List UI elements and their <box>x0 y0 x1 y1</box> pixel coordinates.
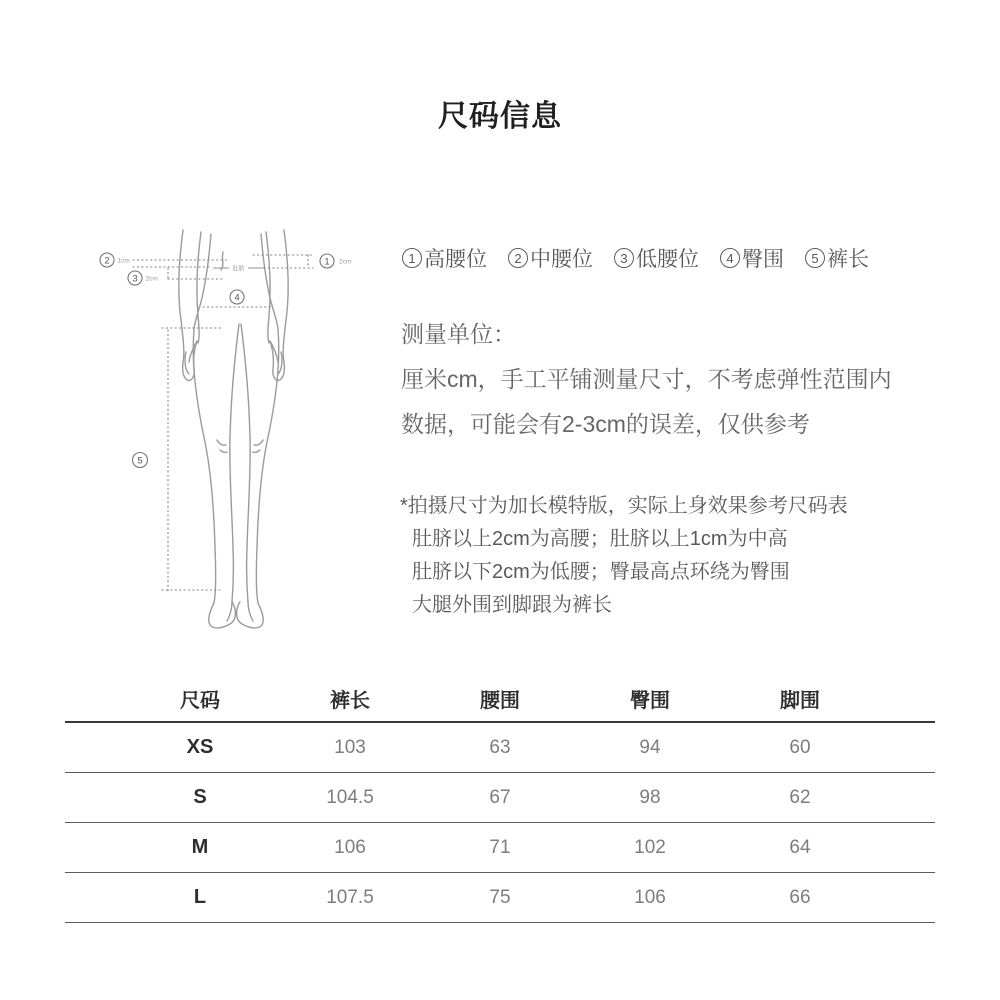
note-line1: *拍摄尺寸为加长模特版，实际上身效果参考尺码表 <box>400 495 848 517</box>
table-row-s <box>65 773 935 823</box>
notes-block <box>400 490 940 622</box>
callout-number-1: 1 <box>324 256 330 268</box>
callout-label-3: 2cm <box>145 275 158 283</box>
table-row-m <box>65 823 935 873</box>
callout-label-2: 1cm <box>117 257 130 265</box>
legend-item-hip <box>720 243 784 273</box>
value-cell: 75 <box>489 886 511 908</box>
measure-point-legend <box>402 243 922 273</box>
callout-circles <box>100 253 351 468</box>
measurement-unit-line1: 厘米cm，手工平铺测量尺寸，不考虑弹性范围内 <box>401 366 892 392</box>
circled-number-3: 3 <box>614 248 634 268</box>
value-cell: 62 <box>789 786 811 808</box>
size-table-header-row <box>65 675 935 723</box>
callout-number-5: 5 <box>137 455 143 467</box>
legend-label-low-waist: 低腰位 <box>636 248 699 271</box>
measurement-unit-block <box>401 312 941 447</box>
legend-label-pants-length: 裤长 <box>827 248 869 271</box>
legend-item-high-waist <box>402 243 487 273</box>
size-cell: M <box>191 836 209 858</box>
header-cell-waist: 腰围 <box>480 689 520 712</box>
value-cell: 60 <box>789 736 811 758</box>
value-cell: 103 <box>334 736 366 758</box>
circled-number-5: 5 <box>805 248 825 268</box>
navel-label: 肚脐 <box>232 266 245 273</box>
value-cell: 106 <box>634 886 666 908</box>
callout-number-2: 2 <box>104 255 110 267</box>
value-cell: 66 <box>789 886 811 908</box>
note-line2: 肚脐以上2cm为高腰；肚脐以上1cm为中高 <box>412 528 788 550</box>
circled-number-1: 1 <box>402 248 422 268</box>
callout-number-4: 4 <box>234 292 240 304</box>
header-cell-size: 尺码 <box>180 689 220 712</box>
legend-item-pants-length <box>805 243 869 273</box>
circled-number-2: 2 <box>508 248 528 268</box>
measurement-unit-line2: 数据，可能会有2-3cm的误差，仅供参考 <box>401 411 810 437</box>
value-cell: 63 <box>489 736 511 758</box>
value-cell: 71 <box>489 836 511 858</box>
value-cell: 102 <box>634 836 666 858</box>
value-cell: 104.5 <box>326 786 374 808</box>
legend-item-mid-waist <box>508 243 593 273</box>
value-cell: 106 <box>334 836 366 858</box>
header-cell-pants-length: 裤长 <box>330 689 370 712</box>
value-cell: 64 <box>789 836 811 858</box>
measurement-guides <box>133 255 313 594</box>
value-cell: 67 <box>489 786 511 808</box>
legend-label-hip: 臀围 <box>742 248 784 271</box>
measurement-unit-heading: 测量单位： <box>401 321 516 347</box>
header-cell-leg-opening: 脚围 <box>780 689 820 712</box>
legend-label-high-waist: 高腰位 <box>424 248 487 271</box>
note-line3: 肚脐以下2cm为低腰；臀最高点环绕为臀围 <box>412 561 790 583</box>
note-line4: 大腿外围到脚跟为裤长 <box>412 594 612 616</box>
value-cell: 98 <box>639 786 661 808</box>
legend-label-mid-waist: 中腰位 <box>530 248 593 271</box>
circled-number-4: 4 <box>720 248 740 268</box>
mannequin-outline <box>179 230 288 628</box>
value-cell: 107.5 <box>326 886 374 908</box>
header-cell-hip: 臀围 <box>630 689 670 712</box>
value-cell: 94 <box>639 736 661 758</box>
callout-number-3: 3 <box>132 273 138 285</box>
legend-item-low-waist <box>614 243 699 273</box>
size-cell: S <box>193 786 207 808</box>
size-table <box>65 675 935 923</box>
table-row-l <box>65 873 935 923</box>
callout-label-1: 2cm <box>339 258 352 266</box>
page-title: 尺码信息 <box>438 100 562 133</box>
size-figure-sketch <box>80 200 400 650</box>
size-figure <box>80 200 400 650</box>
table-row-xs <box>65 723 935 773</box>
size-cell: L <box>193 886 207 908</box>
size-cell: XS <box>186 736 214 758</box>
